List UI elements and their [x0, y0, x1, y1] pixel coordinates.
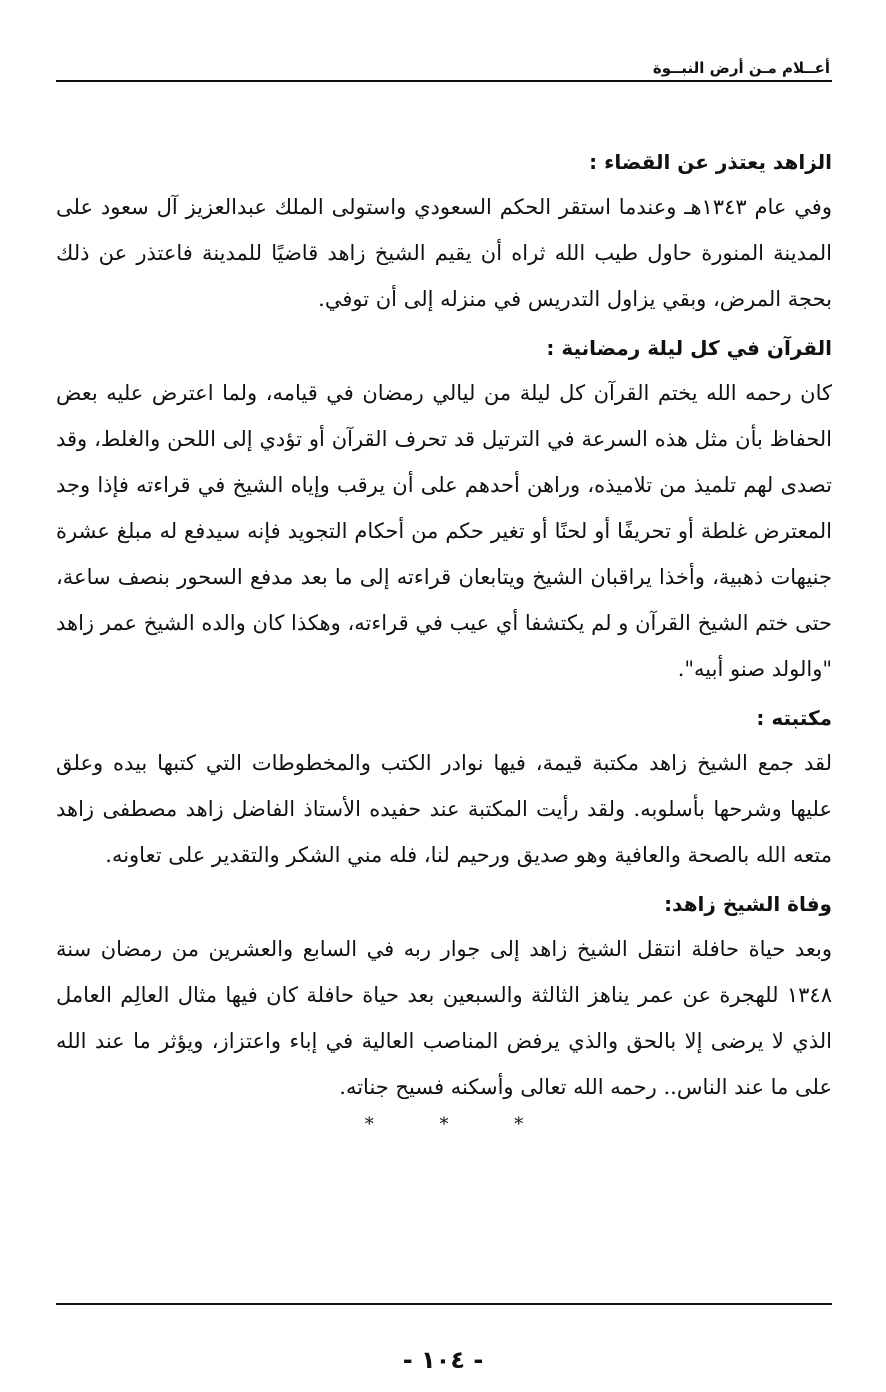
- section-heading-library: مكتبته :: [756, 706, 832, 730]
- section-body-library: لقد جمع الشيخ زاهد مكتبة قيمة، فيها نوادر الكتب والمخطوطات التي كتبها بيده وعلق عليها وشرحها بأسلوبه. ولقد رأيت المكتبة عند حفيده الأستاذ الفاضل زاهد مصطفى زاهد متعه الله بالصحة والعافية وهو صديق ورحيم لنا، فله مني الشكر والتقدير على تعاونه.: [56, 751, 832, 867]
- section-heading-judiciary: الزاهد يعتذر عن القضاء :: [589, 150, 832, 174]
- header-rule: [56, 80, 832, 82]
- page-number: - ١٠٤ -: [402, 1346, 484, 1374]
- section-body-death: وبعد حياة حافلة انتقل الشيخ زاهد إلى جوار ربه في السابع والعشرين من رمضان سنة ١٣٤٨ للهجرة عن عمر يناهز الثالثة والسبعين بعد حياة حافلة كان فيها مثال العالِم العامل الذي لا يرضى إلا بالحق والذي يرفض المناصب العالية في إباء واعتزاز، ويؤثر ما عند الله على ما عند الناس.. رحمه الله تعالى وأسكنه فسيح جناته.: [56, 937, 832, 1099]
- section-separator: * * *: [364, 1114, 554, 1135]
- section-body-judiciary: وفي عام ١٣٤٣هـ وعندما استقر الحكم السعودي واستولى الملك عبدالعزيز آل سعود على المدينة المنورة حاول طيب الله ثراه أن يقيم الشيخ زاهد قاضيًا للمدينة فاعتذر عن ذلك بحجة المرض، وبقي يزاول التدريس في منزله إلى أن توفي.: [56, 195, 832, 311]
- page-content: [56, 140, 832, 1140]
- section-heading-quran: القرآن في كل ليلة رمضانية :: [546, 336, 832, 360]
- footer-rule: [56, 1303, 832, 1305]
- section-body-quran: كان رحمه الله يختم القرآن كل ليلة من ليالي رمضان في قيامه، ولما اعترض عليه بعض الحفاظ بأن مثل هذه السرعة في الترتيل قد تحرف القرآن أو تؤدي إلى اللحن والغلط، وقد تصدى لهم تلميذ من تلاميذه، وراهن أحدهم على أن يرقب وإياه الشيخ في قراءته فإذا وجد المعترض غلطة أو تحريفًا أو لحنًا أو تغير حكم من أحكام التجويد فإنه سيدفع له مبلغ عشرة جنيهات ذهبية، وأخذا يراقبان الشيخ ويتابعان قراءته إلى ما بعد مدفع السحور بنصف ساعة، حتى ختم الشيخ القرآن و لم يكتشفا أي عيب في قراءته، وهكذا كان والده الشيخ عمر زاهد "والولد صنو أبيه".: [56, 381, 832, 681]
- section-heading-death: وفاة الشيخ زاهد:: [664, 892, 832, 916]
- running-header: أعــلام مـن أرض النبــوة: [652, 59, 830, 77]
